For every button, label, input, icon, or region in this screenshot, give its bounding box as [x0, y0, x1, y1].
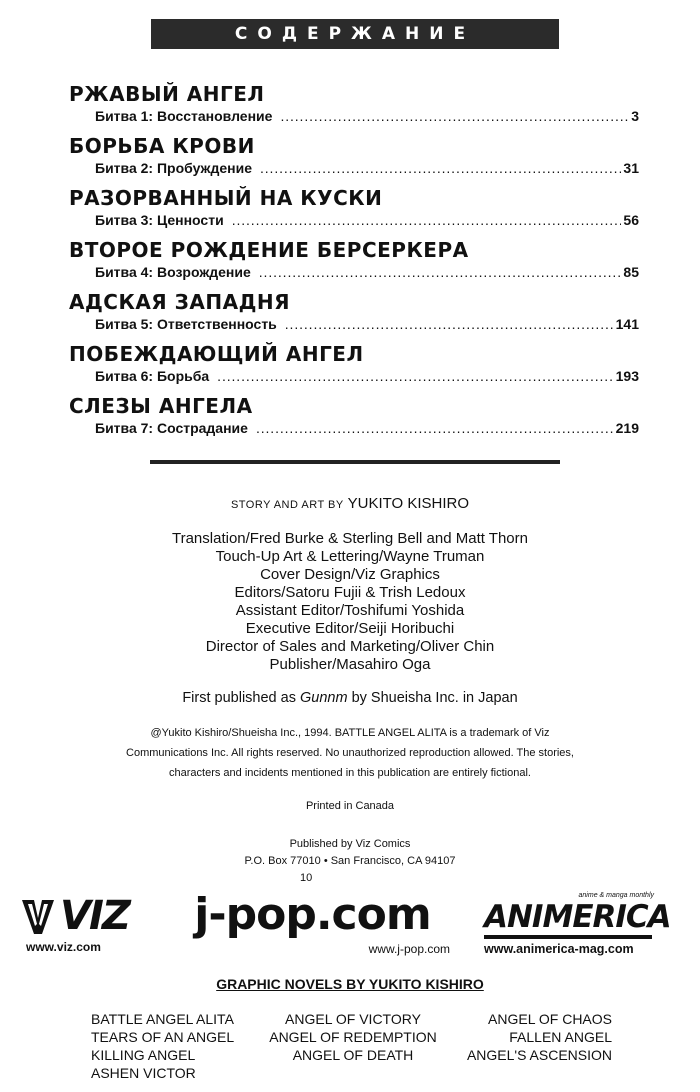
- toc-heading: СОДЕРЖАНИЕ: [234, 24, 476, 44]
- leader-dots: [217, 366, 613, 386]
- toc-entry: [95, 262, 639, 282]
- toc-entry: [95, 158, 639, 178]
- toc-chapter: [69, 82, 639, 134]
- story-credit: [0, 495, 700, 512]
- page-number: 31: [623, 160, 639, 176]
- novel-title: ASHEN VICTOR: [91, 1065, 196, 1081]
- publisher-block: [0, 836, 700, 870]
- novel-title: ANGEL'S ASCENSION: [466, 1047, 612, 1063]
- chapter-title: БОРЬБА КРОВИ: [69, 134, 255, 158]
- toc-entry: [95, 314, 639, 334]
- chapter-title: РЖАВЫЙ АНГЕЛ: [69, 82, 265, 106]
- animerica-wordmark: ANIMERICA: [484, 899, 652, 939]
- chapter-title: СЛЕЗЫ АНГЕЛА: [69, 394, 253, 418]
- chapter-title: РАЗОРВАННЫЙ НА КУСКИ: [69, 186, 383, 210]
- first-published-line: [0, 690, 700, 706]
- chapter-title: ВТОРОЕ РОЖДЕНИЕ БЕРСЕРКЕРА: [69, 238, 469, 262]
- printed-in: Printed in Canada: [305, 800, 395, 812]
- legal-line: Communications Inc. All rights reserved. No unauthorized reproduction allowed. The stories,: [126, 747, 574, 759]
- first-published-before: First published as: [182, 690, 296, 706]
- entry-label: Битва 3: Ценности: [95, 212, 224, 228]
- toc-heading-banner: [151, 19, 559, 49]
- chapter-title: АДСКАЯ ЗАПАДНЯ: [69, 290, 291, 314]
- toc-entry: [95, 418, 639, 438]
- novel-title: TEARS OF AN ANGEL: [91, 1029, 235, 1045]
- novel-title: FALLEN ANGEL: [509, 1029, 612, 1045]
- entry-label: Битва 7: Сострадание: [95, 420, 248, 436]
- first-published-after: by Shueisha Inc. in Japan: [351, 690, 518, 706]
- toc-chapter: [69, 238, 639, 290]
- credit-line: Publisher/Masahiro Oga: [269, 656, 431, 673]
- chapter-title: ПОБЕЖДАЮЩИЙ АНГЕЛ: [69, 342, 364, 366]
- publisher-address: P.O. Box 77010 • San Francisco, CA 94107: [244, 855, 456, 867]
- credit-line: Touch-Up Art & Lettering/Wayne Truman: [215, 548, 485, 565]
- toc-entry: [95, 106, 639, 126]
- animerica-logo: [484, 892, 684, 956]
- page-number: 56: [623, 212, 639, 228]
- credit-line: Director of Sales and Marketing/Oliver Chin: [205, 638, 495, 655]
- publisher-logos: [0, 888, 700, 968]
- story-prefix: STORY AND ART BY: [230, 499, 344, 511]
- animerica-url: www.animerica-mag.com: [484, 942, 634, 956]
- published-by: Published by Viz Comics: [289, 838, 411, 850]
- entry-label: Битва 5: Ответственность: [95, 316, 277, 332]
- credit-line: Assistant Editor/Toshifumi Yoshida: [235, 602, 465, 619]
- credits-list: [0, 530, 700, 674]
- entry-label: Битва 2: Пробуждение: [95, 160, 252, 176]
- page-number: 3: [631, 108, 639, 124]
- leader-dots: [285, 314, 614, 334]
- toc-chapter: [69, 290, 639, 342]
- copyright-notice: [70, 723, 630, 783]
- leader-dots: [280, 106, 629, 126]
- graphic-novels-heading: GRAPHIC NOVELS BY YUKITO KISHIRO: [216, 976, 484, 992]
- novel-title: ANGEL OF REDEMPTION: [269, 1029, 437, 1045]
- graphic-novels-column-2: [268, 1010, 438, 1064]
- divider-rule: [150, 460, 560, 464]
- jpop-wordmark: j-pop.com: [194, 889, 431, 940]
- jpop-logo: [155, 890, 470, 956]
- novel-title: BATTLE ANGEL ALITA: [91, 1011, 234, 1027]
- credit-line: Translation/Fred Burke & Sterling Bell and Matt Thorn: [171, 530, 528, 547]
- jpop-url: www.j-pop.com: [368, 942, 450, 956]
- toc-chapter: [69, 394, 639, 446]
- entry-label: Битва 6: Борьба: [95, 368, 210, 384]
- toc-chapter: [69, 342, 639, 394]
- viz-emblem-icon: [20, 896, 56, 936]
- novel-title: ANGEL OF DEATH: [292, 1047, 414, 1063]
- viz-wordmark: VIZ: [60, 893, 129, 939]
- graphic-novels-column-3: [462, 1010, 612, 1064]
- credit-line: Editors/Satoru Fujii & Trish Ledoux: [234, 584, 466, 601]
- viz-url: www.viz.com: [26, 940, 101, 954]
- entry-label: Битва 4: Возрождение: [95, 264, 251, 280]
- entry-label: Битва 1: Восстановление: [95, 108, 273, 124]
- novel-title: KILLING ANGEL: [91, 1047, 196, 1063]
- toc-entry: [95, 366, 639, 386]
- leader-dots: [259, 262, 622, 282]
- page-number: 141: [615, 316, 639, 332]
- author-name: YUKITO KISHIRO: [347, 495, 470, 512]
- credit-line: Cover Design/Viz Graphics: [260, 566, 440, 583]
- novel-title: ANGEL OF CHAOS: [488, 1011, 612, 1027]
- page-number: 193: [615, 368, 639, 384]
- page-number: 219: [615, 420, 639, 436]
- viz-logo: [20, 894, 145, 954]
- toc-chapter: [69, 134, 639, 186]
- novel-title: ANGEL OF VICTORY: [285, 1011, 421, 1027]
- leader-dots: [260, 158, 621, 178]
- table-of-contents: [69, 82, 639, 446]
- graphic-novels-column-1: [91, 1010, 234, 1082]
- legal-line: characters and incidents mentioned in this publication are entirely fictional.: [169, 767, 531, 779]
- page-number: 85: [623, 264, 639, 280]
- toc-chapter: [69, 186, 639, 238]
- legal-line: @Yukito Kishiro/Shueisha Inc., 1994. BATTLE ANGEL ALITA is a trademark of Viz: [150, 727, 550, 739]
- leader-dots: [232, 210, 622, 230]
- original-title: Gunnm: [300, 690, 348, 706]
- printing-number: 10: [300, 872, 313, 884]
- animerica-tagline: anime & manga monthly: [578, 892, 654, 899]
- credit-line: Executive Editor/Seiji Horibuchi: [245, 620, 455, 637]
- leader-dots: [256, 418, 614, 438]
- toc-entry: [95, 210, 639, 230]
